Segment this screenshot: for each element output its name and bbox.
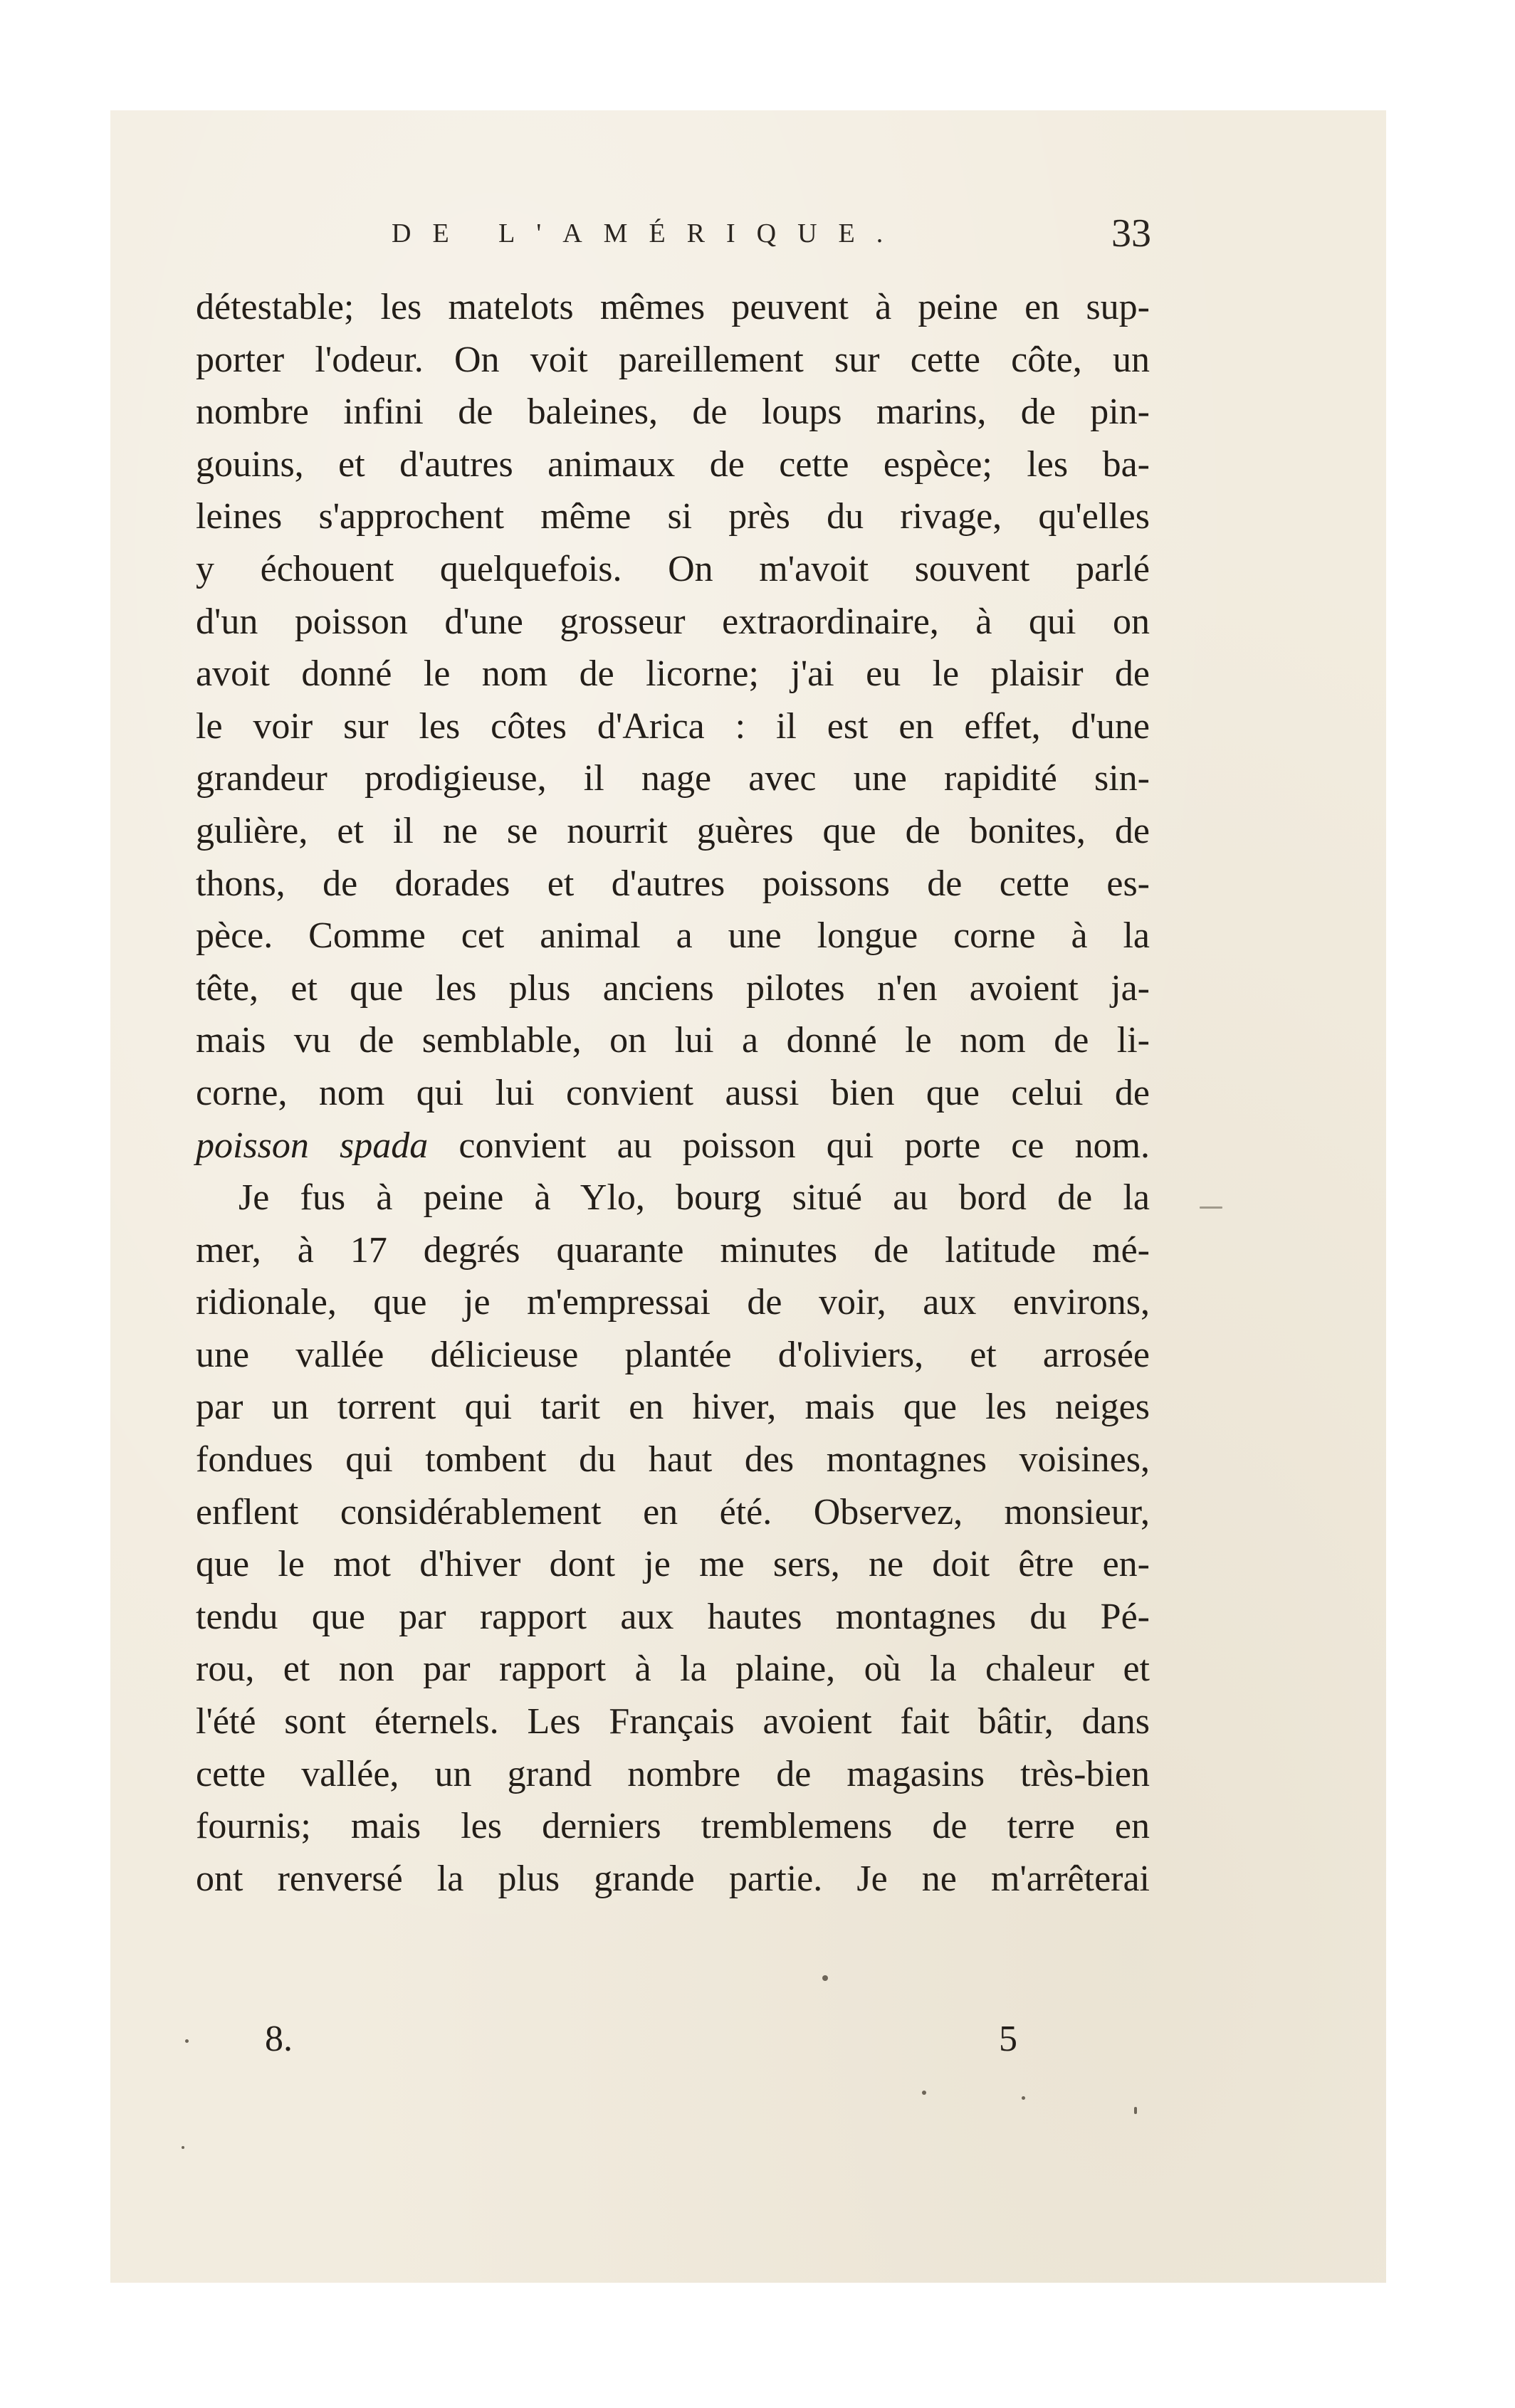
- text-line: gulière, et il ne se nourrit guères que de bonites, de: [196, 810, 1150, 851]
- paper-speck: [1200, 1206, 1222, 1209]
- text-line: grandeur prodigieuse, il nage avec une rapidité sin-: [196, 758, 1150, 799]
- book-page: [110, 110, 1386, 2283]
- paper-speck: [185, 2039, 189, 2043]
- gathering-number: 5: [999, 2019, 1017, 2059]
- paper-speck: [922, 2091, 926, 2095]
- page-number: 33: [1111, 211, 1151, 256]
- text-line: fournis; mais les derniers tremblemens de terre en: [196, 1806, 1150, 1847]
- text-line: cette vallée, un grand nombre de magasins très-bien: [196, 1753, 1150, 1794]
- text-line: rou, et non par rapport à la plaine, où la chaleur et: [196, 1649, 1150, 1690]
- text-line: détestable; les matelots mêmes peuvent à peine en sup-: [196, 287, 1150, 327]
- page-header: [110, 211, 1386, 263]
- text-line: d'un poisson d'une grosseur extraordinaire, à qui on: [196, 601, 1150, 642]
- text-line: tendu que par rapport aux hautes montagnes du Pé-: [196, 1596, 1150, 1637]
- text-line-mixed: [196, 1120, 1150, 1172]
- text-line: que le mot d'hiver dont je me sers, ne doit être en-: [196, 1544, 1150, 1585]
- text-line: y échouent quelquefois. On m'avoit souvent parlé: [196, 548, 1150, 589]
- paper-speck: [822, 1975, 828, 1981]
- paragraph-start-line: Je fus à peine à Ylo, bourg situé au bord de la: [238, 1177, 1150, 1219]
- text-line: ridionale, que je m'empressai de voir, aux environs,: [196, 1282, 1150, 1323]
- text-line: avoit donné le nom de licorne; j'ai eu le plaisir de: [196, 653, 1150, 695]
- text-line: par un torrent qui tarit en hiver, mais que les neiges: [196, 1387, 1150, 1428]
- text-line: thons, de dorades et d'autres poissons de cette es-: [196, 863, 1150, 904]
- italic-term: poisson spada: [196, 1125, 429, 1166]
- text-line: ont renversé la plus grande partie. Je ne m'arrêterai: [196, 1858, 1150, 1899]
- text-line: porter l'odeur. On voit pareillement sur cette côte, un: [196, 339, 1150, 380]
- text-line: corne, nom qui lui convient aussi bien que celui de: [196, 1072, 1150, 1113]
- text-line: fondues qui tombent du haut des montagnes voisines,: [196, 1439, 1150, 1481]
- text-line: une vallée délicieuse plantée d'oliviers, et arrosée: [196, 1334, 1150, 1375]
- text-line: l'été sont éternels. Les Français avoient fait bâtir, dans: [196, 1701, 1150, 1742]
- text-line: gouins, et d'autres animaux de cette espèce; les ba-: [196, 443, 1150, 485]
- text-line: pèce. Comme cet animal a une longue corne à la: [196, 915, 1150, 957]
- text-run: convient au poisson qui porte ce nom.: [458, 1125, 1150, 1166]
- text-line: mer, à 17 degrés quarante minutes de latitude mé-: [196, 1229, 1150, 1271]
- page-footer: [110, 2018, 1386, 2068]
- text-line: le voir sur les côtes d'Arica : il est en effet, d'une: [196, 705, 1150, 747]
- body-text: [196, 281, 1150, 1905]
- signature-mark: 8.: [265, 2019, 293, 2059]
- text-line: mais vu de semblable, on lui a donné le nom de li-: [196, 1020, 1150, 1061]
- text-line: leines s'approchent même si près du rivage, qu'elles: [196, 496, 1150, 537]
- paper-speck: [182, 2146, 184, 2149]
- running-title: DE L'AMÉRIQUE.: [392, 219, 905, 248]
- text-line: enflent considérablement en été. Observez, monsieur,: [196, 1491, 1150, 1532]
- paper-speck: [1134, 2107, 1137, 2114]
- paper-speck: [1022, 2096, 1025, 2100]
- text-line: nombre infini de baleines, de loups marins, de pin-: [196, 391, 1150, 433]
- text-line: tête, et que les plus anciens pilotes n'en avoient ja-: [196, 967, 1150, 1009]
